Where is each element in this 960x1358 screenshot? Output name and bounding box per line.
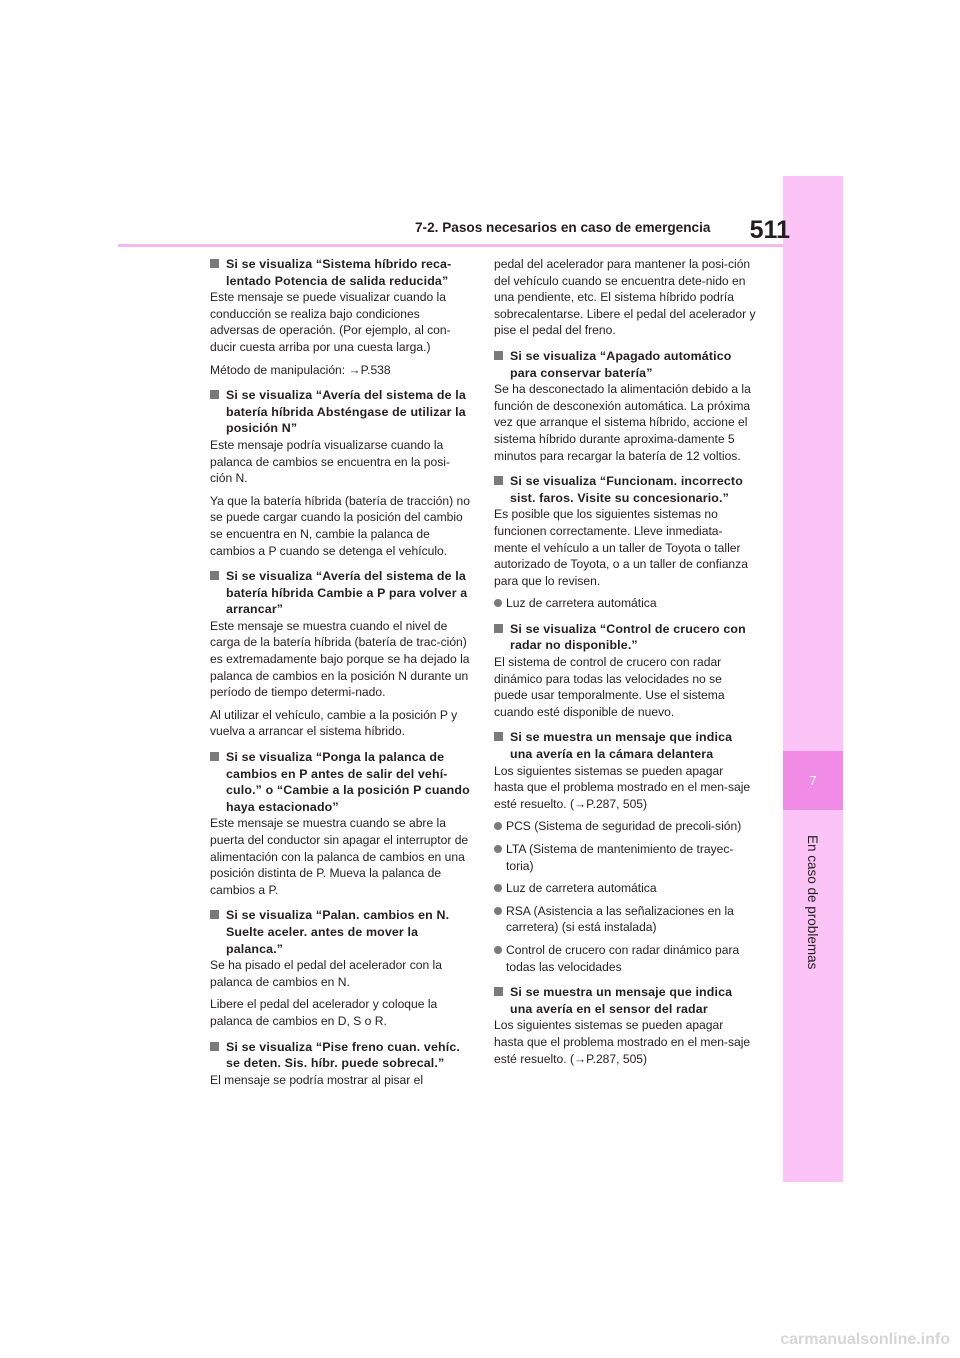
list-item xyxy=(494,818,756,835)
heading-text: Si se muestra un mensaje que indica una avería en el sensor del radar xyxy=(510,985,733,1016)
paragraph: Al utilizar el vehículo, cambie a la posición P y vuelva a arrancar el sistema híbrido. xyxy=(210,707,458,739)
heading-text: Si se visualiza “Sistema híbrido reca-lentado Potencia de salida reducida” xyxy=(226,257,452,288)
paragraph: Este mensaje se muestra cuando el nivel de carga de la batería híbrida (batería de trac-ción) es extremadamente bajo porque se ha dejado la palanca de cambios en la posición N durante un período de tiempo determi-nado. xyxy=(210,618,470,700)
section-title: 7-2. Pasos necesarios en caso de emergencia xyxy=(415,220,711,235)
paragraph: Los siguientes sistemas se pueden apagar hasta que el problema mostrado en el men-saje esté resuelto. (→P.287, 505) xyxy=(494,763,751,811)
round-bullet-icon xyxy=(494,884,502,892)
heading-text: Si se visualiza “Ponga la palanca de cambios en P antes de salir del vehí-culo.” o “Cambie a la posición P cuando haya estacionado” xyxy=(226,750,470,814)
paragraph: Se ha desconectado la alimentación debido a la función de desconexión automática. La próxima vez que arranque el sistema híbrido, accione el sistema híbrido durante aproxima-damente 5 minutos para recargar la batería de 12 voltios. xyxy=(494,382,751,463)
round-bullet-icon xyxy=(494,845,502,853)
paragraph: Se ha pisado el pedal del acelerador con la palanca de cambios en N. xyxy=(210,958,442,989)
paragraph: Método de manipulación: →P.538 xyxy=(210,362,391,377)
watermark: carmanualsonline.info xyxy=(780,1331,950,1348)
heading-text: Si se visualiza “Funcionam. incorrecto sist. faros. Visite su concesionario.” xyxy=(510,474,743,505)
square-bullet-icon xyxy=(210,571,219,580)
list-item-text: Luz de carretera automática xyxy=(506,596,657,611)
list-item xyxy=(494,942,756,975)
list-item xyxy=(494,903,756,936)
square-bullet-icon xyxy=(494,732,503,741)
list-item xyxy=(494,841,756,874)
square-bullet-icon xyxy=(210,752,219,761)
square-bullet-icon xyxy=(494,476,503,485)
section-heading xyxy=(210,568,472,618)
section-heading xyxy=(210,749,472,815)
square-bullet-icon xyxy=(494,624,503,633)
round-bullet-icon xyxy=(494,822,502,830)
chapter-label: En caso de problemas xyxy=(805,835,820,970)
section-heading xyxy=(494,348,756,381)
heading-text: Si se muestra un mensaje que indica una avería en la cámara delantera xyxy=(510,730,733,762)
list-item xyxy=(494,595,756,612)
section-heading xyxy=(494,984,756,1017)
chapter-side-tab xyxy=(783,176,843,1182)
round-bullet-icon xyxy=(494,599,502,607)
page-number: 511 xyxy=(749,216,790,244)
heading-text: Si se visualiza “Pise freno cuan. vehíc. se deten. Sis. híbr. puede sobrecal.” xyxy=(226,1039,460,1071)
heading-text: Si se visualiza “Avería del sistema de la batería híbrida Absténgase de utilizar la posición N” xyxy=(226,388,466,436)
list-item-text: LTA (Sistema de mantenimiento de trayec-toria) xyxy=(506,842,734,873)
section-heading xyxy=(210,907,472,957)
right-column xyxy=(494,256,756,1073)
paragraph: Es posible que los siguientes sistemas no funcionen correctamente. Lleve inmediata-mente el vehículo a un taller de Toyota o taller autorizado de Toyota, o a un taller de confianza para que lo revisen. xyxy=(494,507,748,588)
round-bullet-icon xyxy=(494,907,502,915)
section-heading xyxy=(494,729,756,762)
list-item-text: Luz de carretera automática xyxy=(506,881,657,896)
paragraph: pedal del acelerador para mantener la posi-ción del vehículo cuando se encuentra dete-nido en una pendiente, etc. El sistema híbrido podría sobrecalentarse. Libere el pedal del acelerador y pise el pedal del freno. xyxy=(494,257,756,338)
square-bullet-icon xyxy=(494,351,503,360)
paragraph: Este mensaje se puede visualizar cuando la conducción se realiza bajo condiciones adversas de operación. (Por ejemplo, al con-ducir cuesta arriba por una cuesta larga.) xyxy=(210,290,451,354)
section-heading xyxy=(494,621,756,654)
paragraph: Este mensaje se muestra cuando se abre la puerta del conductor sin apagar el interruptor de alimentación con la palanca de cambios en una posición distinta de P. Mueva la palanca de cambios a P. xyxy=(210,816,469,897)
paragraph: Libere el pedal del acelerador y coloque la palanca de cambios en D, S o R. xyxy=(210,997,438,1028)
heading-text: Si se visualiza “Apagado automático para conservar batería” xyxy=(510,348,732,380)
header-rule xyxy=(118,244,783,247)
list-item-text: RSA (Asistencia a las señalizaciones en la carretera) (si está instalada) xyxy=(506,903,734,935)
section-heading xyxy=(210,256,472,289)
list-item-text: Control de crucero con radar dinámico para todas las velocidades xyxy=(506,942,740,974)
heading-text: Si se visualiza “Control de crucero con radar no disponible.” xyxy=(510,621,746,653)
square-bullet-icon xyxy=(210,390,219,399)
square-bullet-icon xyxy=(210,1042,219,1051)
square-bullet-icon xyxy=(494,987,503,996)
list-item-text: PCS (Sistema de seguridad de precoli-sión) xyxy=(506,819,742,834)
list-item xyxy=(494,880,756,897)
square-bullet-icon xyxy=(210,259,219,268)
paragraph: Los siguientes sistemas se pueden apagar hasta que el problema mostrado en el men-saje esté resuelto. (→P.287, 505) xyxy=(494,1018,751,1066)
left-column xyxy=(210,256,472,1094)
heading-text: Si se visualiza “Avería del sistema de la batería híbrida Cambie a P para volver a arrancar” xyxy=(226,569,468,617)
section-heading xyxy=(494,473,756,506)
round-bullet-icon xyxy=(494,946,502,954)
chapter-number-tab[interactable]: 7 xyxy=(783,751,843,810)
square-bullet-icon xyxy=(210,910,219,919)
paragraph: Ya que la batería híbrida (batería de tracción) no se puede cargar cuando la posición del cambio se encuentra en N, cambie la palanca de cambios a P cuando se detenga el vehículo. xyxy=(210,493,470,558)
section-heading xyxy=(210,387,472,437)
heading-text: Si se visualiza “Palan. cambios en N. Suelte aceler. antes de mover la palanca.” xyxy=(226,908,450,956)
paragraph: Este mensaje podría visualizarse cuando la palanca de cambios se encuentra en la posi-ción N. xyxy=(210,437,451,486)
paragraph: El mensaje se podría mostrar al pisar el xyxy=(210,1072,424,1087)
section-heading xyxy=(210,1039,472,1072)
paragraph: El sistema de control de crucero con radar dinámico para todas las velocidades no se puede usar temporalmente. Use el sistema cuando esté disponible de nuevo. xyxy=(494,655,725,719)
